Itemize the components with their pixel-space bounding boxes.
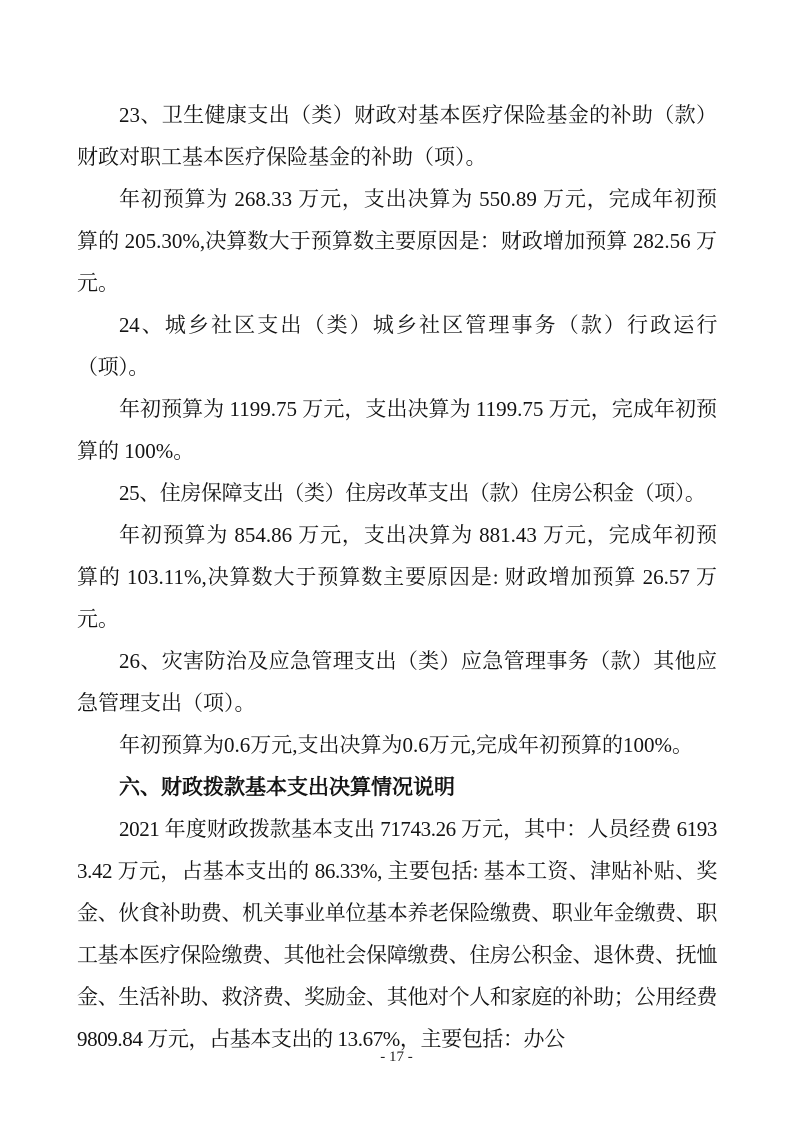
page-number: - 17 - bbox=[380, 1049, 413, 1065]
paragraph-item-24-figures: 年初预算为 1199.75 万元，支出决算为 1199.75 万元，完成年初预算的 100%。 bbox=[77, 397, 717, 463]
section-six-body: 2021 年度财政拨款基本支出 71743.26 万元，其中：人员经费 61933.42 万元，占基本支出的 86.33%, 主要包括: 基本工资、津贴补贴、奖金、伙食补助费、机关事业单位基本养老保险缴费、职业年金缴费、职工基本医疗保险缴费、其他社会保障缴费、住房公积金、退休费、抚恤金、生活补助、救济费、奖励金、其他对个人和家庭的补助；公用经费 9809.84 万元，占基本支出的 13.67%，主要包括：办公 bbox=[77, 817, 717, 1051]
paragraph-item-26-title: 26、灾害防治及应急管理支出（类）应急管理事务（款）其他应急管理支出（项）。 bbox=[77, 649, 717, 715]
paragraph-item-24-title: 24、城乡社区支出（类）城乡社区管理事务（款）行政运行（项）。 bbox=[77, 313, 717, 379]
paragraph-item-25-title: 25、住房保障支出（类）住房改革支出（款）住房公积金（项）。 bbox=[119, 481, 706, 505]
paragraph-item-25-figures: 年初预算为 854.86 万元，支出决算为 881.43 万元，完成年初预算的 103.11%,决算数大于预算数主要原因是: 财政增加预算 26.57 万元。 bbox=[77, 523, 717, 631]
section-six-heading: 六、财政拨款基本支出决算情况说明 bbox=[119, 775, 455, 799]
paragraph-item-23-title: 23、卫生健康支出（类）财政对基本医疗保险基金的补助（款）财政对职工基本医疗保险基金的补助（项）。 bbox=[77, 103, 717, 169]
paragraph-item-26-figures: 年初预算为0.6万元,支出决算为0.6万元,完成年初预算的100%。 bbox=[119, 733, 693, 757]
paragraph-item-23-figures: 年初预算为 268.33 万元，支出决算为 550.89 万元，完成年初预算的 205.30%,决算数大于预算数主要原因是：财政增加预算 282.56 万元。 bbox=[77, 187, 717, 295]
